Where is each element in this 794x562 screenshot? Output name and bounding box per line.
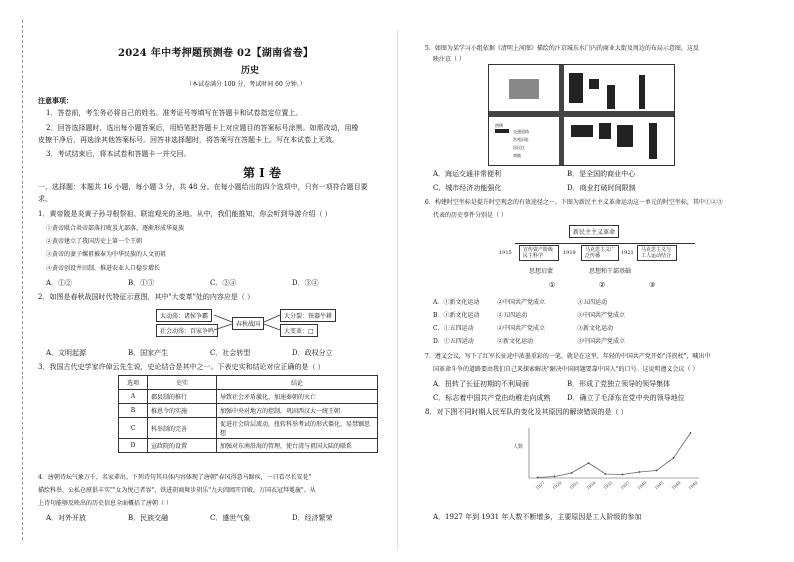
- map-road: [559, 65, 564, 165]
- x-tick-label: 1929: [551, 480, 563, 491]
- timeline-year: 1921: [621, 250, 634, 256]
- q4-option: A．对外开放: [46, 514, 87, 522]
- q1-option: A．①②: [46, 279, 73, 287]
- timeline-marker: ①: [549, 281, 556, 289]
- table-cell: 促进社会阶层流动，扭转科举考试的形式僵化，易禁锢思想: [217, 418, 378, 439]
- q1-option: D．③④: [292, 279, 319, 287]
- q5-option: A．海运交通非常便利: [433, 170, 502, 178]
- q6-option: ②新文化运动: [497, 338, 534, 345]
- x-tick-label: 1948: [670, 480, 682, 491]
- series-line: [538, 433, 691, 478]
- q1-option: B．①③: [128, 279, 155, 287]
- map-building: [589, 79, 599, 89]
- q7-stem: 7．遵义会议，写下了红军长征途中浓墨重彩的一笔，就是在这里，年轻的中国共产党开始"洋拐杖"，喊出中: [425, 353, 711, 360]
- table-row: [119, 418, 378, 439]
- q6-option: D．①五四运动: [433, 338, 474, 345]
- notice-item: 3．考试结束后，将本试卷和答题卡一并交回。: [46, 150, 191, 158]
- map-building: [569, 73, 583, 103]
- q7-option: A．扭转了长征初期的不利局面: [433, 380, 530, 388]
- q6-option: ③中国共产党成立: [577, 312, 626, 319]
- page-title: 2024 年中考押题预测卷 02【湖南省卷】: [118, 48, 314, 59]
- exam-note: （本试卷满分 100 分，考试时间 60 分钟。）: [186, 81, 306, 88]
- section-title: 第 I 卷: [243, 166, 281, 180]
- instruction-line: 一、选择题：本题共 16 小题，每小题 3 分，共 48 分。在每小题给出的四个选项中，只有一项符合题目要: [38, 183, 368, 191]
- q4-option: B．民族交融: [128, 514, 169, 522]
- q7-option: B．形成了党独立领导的领导集体: [567, 380, 671, 388]
- map-legend-title: 图例: [495, 123, 503, 128]
- q1-item: ②黄帝建立了我国历史上第一个王朝: [46, 238, 143, 245]
- timeline-box: 马克思主义与工人运动结合: [637, 245, 677, 261]
- q2-option: C．社会转型: [210, 349, 251, 357]
- x-tick-label: 1934: [585, 480, 597, 491]
- table-row: [119, 390, 378, 404]
- y-axis-label: 人数: [513, 444, 524, 450]
- q2-box: 春秋战国: [232, 317, 264, 330]
- subject-title: 历史: [241, 66, 260, 76]
- q6-stem: 代表的历史事件分别是（ ）: [433, 212, 507, 219]
- q8-stem: 8．对下图不同时期人民军队的变化及其原因的解读错误的是（ ）: [425, 408, 628, 416]
- q8-line-chart: [507, 422, 707, 502]
- q2-box: 大动荡：诸侯争霸: [156, 309, 212, 322]
- table-cell: 加强对东南沿海的管理，使台湾与祖国大陆的联系: [217, 439, 378, 453]
- timeline-marker: ③: [649, 281, 656, 289]
- q2-box: 社会动荡：百家争鸣: [156, 324, 218, 337]
- data-point: [571, 472, 573, 474]
- q6-option: ③五四运动: [577, 299, 608, 306]
- table-header-cell: 结论: [217, 376, 378, 390]
- table-cell: D: [119, 439, 148, 453]
- table-row: [119, 404, 378, 418]
- x-tick-label: 1940: [636, 480, 648, 491]
- map-building: [571, 125, 593, 137]
- table-row: [119, 439, 378, 453]
- data-point: [554, 476, 556, 478]
- map-building: [649, 123, 657, 159]
- q4-stem: 4．唐朝诗坛气象万千，名家辈出。下列诗句其具体内容体现了唐朝"春风得意马蹄疾，一日看尽长安花": [38, 474, 312, 481]
- q5-option: D．商业打破时间限制: [567, 184, 636, 192]
- map-building: [599, 123, 611, 139]
- table-cell: 科举制的完善: [148, 418, 217, 439]
- map-area: [509, 79, 539, 99]
- table-cell: B: [119, 404, 148, 418]
- timeline-year: 1915: [499, 250, 512, 256]
- x-tick-label: 1931: [568, 480, 580, 491]
- data-point: [588, 462, 590, 464]
- notice-item: 1．答卷前，考生务必将自己的姓名、准考证号等填写在答题卡和试卷指定位置上。: [46, 109, 303, 117]
- q2-connector-lines: [214, 312, 282, 336]
- notice-item: 皮擦干净后，再选涂其他答案标号。回答非选择题时，将答案写在答题卡上。写在本试卷上无效。: [38, 136, 339, 144]
- table-cell: 加强中央对地方的控制，巩固西汉大一统王朝: [217, 404, 378, 418]
- table-cell: 导致社会矛盾激化，加速秦朝的灭亡: [217, 390, 378, 404]
- q3-stem: 3．我国古代史学家许倬云先生说，史论结合是其中之一。下表史实和结论对应正确的是（ ）: [38, 363, 325, 371]
- q4-stem: 描绘科举，公私仓廪俱丰实""女为悦己者容"，铁进胡商舞步胡乐"九天阊阖开宫殿，万国衣冠拜冕旒"。从: [38, 487, 316, 494]
- q2-stem: 2．如图是春秋战国时代特征示意图，其中"大变革"处的内容应是（ ）: [38, 293, 255, 301]
- timeline-year: 1919: [563, 250, 576, 256]
- q2-option: B．国家产生: [128, 349, 169, 357]
- q6-option: B．①新文化运动: [433, 312, 480, 319]
- map-legend-label: 居民区: [513, 145, 525, 150]
- data-point: [690, 432, 692, 434]
- q4-stem: 上诗句能够反映出的历史信息全面概括了唐朝（ ）: [38, 500, 172, 507]
- table-header-cell: 史实: [148, 376, 217, 390]
- timeline-label: 思想和干部基础: [589, 268, 632, 275]
- q2-option: A．文明起源: [46, 349, 87, 357]
- right-column: [397, 0, 794, 562]
- instruction-line: 求。: [38, 195, 52, 203]
- data-point: [639, 471, 641, 473]
- q4-option: C．盛世气象: [210, 514, 251, 522]
- q8-option: A．1927 年到 1931 年人数不断增多，主要原因是工人阶级的参加: [433, 513, 642, 521]
- x-tick-label: 1949: [687, 480, 699, 491]
- q6-option: ③中国共产党成立: [577, 338, 626, 345]
- data-point: [656, 470, 658, 472]
- timeline-box: 马克思主义广泛传播: [581, 245, 619, 261]
- table-cell: 推恩令的实施: [148, 404, 217, 418]
- table-header-cell: 选项: [119, 376, 148, 390]
- data-point: [622, 474, 624, 476]
- table-header-row: [119, 376, 378, 390]
- q2-box: 大分裂：铁器牛耕: [280, 309, 336, 322]
- data-point: [673, 457, 675, 459]
- q6-option: A．①新文化运动: [433, 299, 480, 306]
- x-tick-label: 1927: [534, 480, 546, 491]
- table-cell: A: [119, 390, 148, 404]
- map-legend-swatch: [495, 129, 509, 133]
- q1-item: ①黄帝联合炎帝部落打败蚩尤部落，逐渐形成华夏族: [46, 225, 185, 232]
- q2-box: 大变革：□: [280, 324, 318, 337]
- q6-option: C．①五四运动: [433, 325, 474, 332]
- map-road: [489, 111, 674, 117]
- notice-heading: 注意事项：: [38, 96, 73, 105]
- q1-item: ④黄帝创设井田制，推进农业人口稳步增长: [46, 265, 161, 272]
- q6-option: ②中国共产党成立: [497, 299, 546, 306]
- q7-option: D．确立了毛泽东在党中央的领导地位: [567, 394, 685, 402]
- q5-stem: 5．如图为某学习小组依据《清明上河图》描绘的汴京城东水门内的商业大街及周边的布局示意图，这反: [425, 45, 699, 52]
- q1-option: C．②④: [210, 279, 237, 287]
- table-cell: C: [119, 418, 148, 439]
- q5-option: B．是全国的商业中心: [567, 170, 636, 178]
- q5-stem: 映汴京（ ）: [433, 56, 465, 63]
- data-point: [605, 473, 607, 475]
- map-legend-label: 商铺: [513, 153, 521, 158]
- data-point: [537, 477, 539, 479]
- notice-item: 2．回答选择题时，选出每小题答案后，用铅笔把答题卡上对应题目的答案标号涂黑。如需改动，用橡: [46, 124, 359, 132]
- map-legend-label: 交通道路: [513, 129, 529, 134]
- q6-timeline: [499, 225, 699, 297]
- q7-option: C．标志着中国共产党由幼稚走向成熟: [433, 394, 551, 402]
- q5-option: C．城市经济功能强化: [433, 184, 502, 192]
- q6-option: ③新文化运动: [577, 325, 614, 332]
- q6-stem: 6．构建时空坐标是提升时空观念的有效途径之一。下图为新民主主义革命运动这一单元的时空坐标，其中①②③: [425, 199, 723, 206]
- timeline-axis: [515, 243, 695, 244]
- map-building: [607, 85, 615, 109]
- q6-option: ②五四运动: [497, 312, 528, 319]
- map-legend-label: 宫苑旧址: [513, 137, 529, 142]
- table-cell: 宣政院的设置: [148, 439, 217, 453]
- timeline-label: 思想启蒙: [529, 268, 554, 275]
- x-tick-label: 1945: [653, 480, 665, 491]
- q5-map: [488, 64, 675, 166]
- q4-option: D．经济繁荣: [292, 514, 333, 522]
- q3-table: [118, 375, 378, 453]
- timeline-marker: ②: [599, 281, 606, 289]
- timeline-top-box: 新民主主义革命: [569, 225, 619, 238]
- q7-stem: 国革命斗争的道路要由我们自己来探索解决"解决中国问题要靠中国人"的口号。这说明遵义会议（ ）: [433, 366, 699, 373]
- map-building: [617, 125, 633, 147]
- q2-option: D．政权分立: [292, 349, 333, 357]
- table-cell: 郡县制的推行: [148, 390, 217, 404]
- timeline-box: 宣传资产阶级民主科学: [519, 245, 559, 261]
- x-tick-label: 1935: [602, 480, 614, 491]
- map-building: [639, 75, 645, 109]
- q1-stem: 1．黄帝陵是炎黄子孙寻根祭祖、联谊观光的圣地。从中，我们能推知，你会听到导游介绍（ ）: [38, 210, 332, 218]
- x-tick-label: 1937: [619, 480, 631, 491]
- q1-item: ③黄帝的妻子嫘祖被奉为中华民族的人文初祖: [46, 251, 167, 258]
- q6-option: ②中国共产党成立: [497, 325, 546, 332]
